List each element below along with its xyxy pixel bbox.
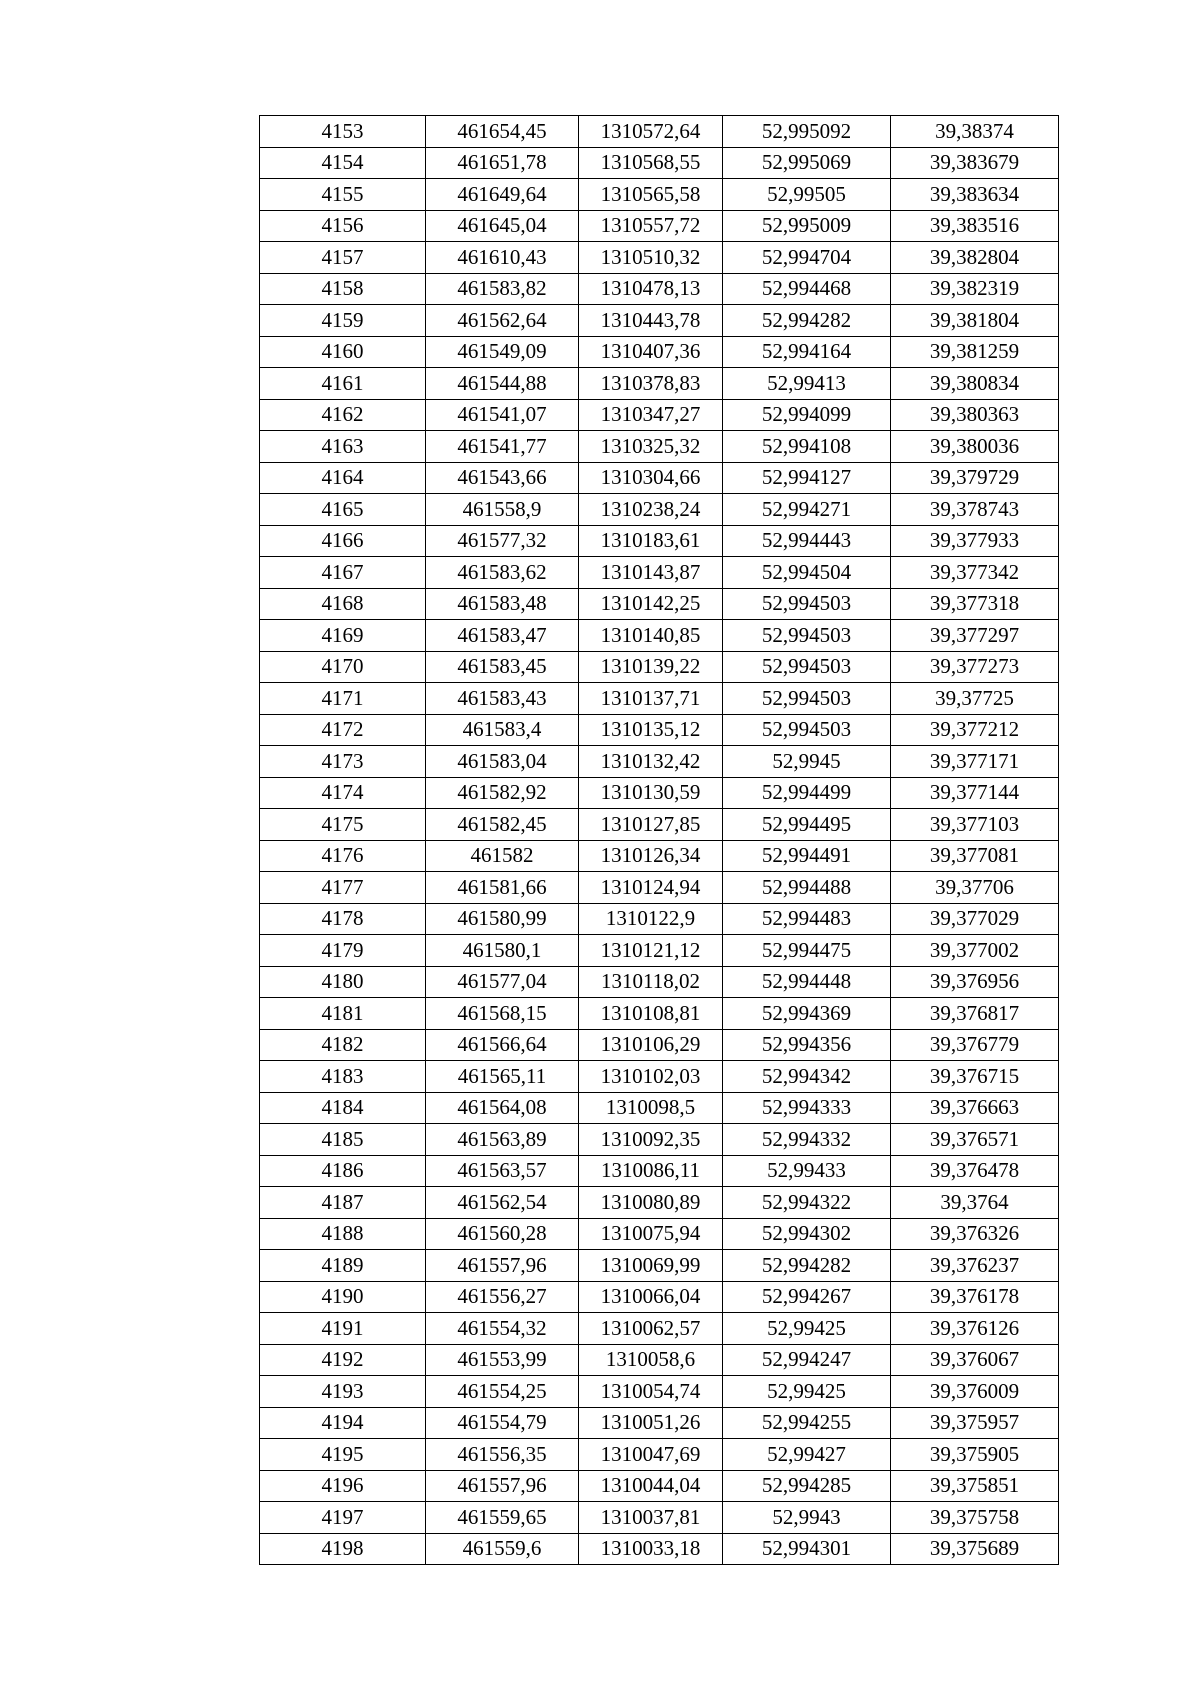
table-row	[260, 1218, 1059, 1250]
longitude-cell: 39,376178	[891, 1281, 1059, 1313]
latitude-cell: 52,99425	[723, 1313, 891, 1345]
y-coordinate-cell: 1310066,04	[579, 1281, 723, 1313]
x-coordinate-cell: 461583,43	[426, 683, 579, 715]
coordinates-table-body	[260, 116, 1059, 1565]
point-number-cell: 4175	[260, 809, 426, 841]
point-number-cell: 4171	[260, 683, 426, 715]
longitude-cell: 39,376571	[891, 1124, 1059, 1156]
point-number-cell: 4157	[260, 242, 426, 274]
table-row	[260, 1502, 1059, 1534]
latitude-cell: 52,99505	[723, 179, 891, 211]
longitude-cell: 39,376478	[891, 1155, 1059, 1187]
table-row	[260, 1376, 1059, 1408]
x-coordinate-cell: 461582	[426, 840, 579, 872]
y-coordinate-cell: 1310568,55	[579, 147, 723, 179]
longitude-cell: 39,383516	[891, 210, 1059, 242]
table-row	[260, 651, 1059, 683]
point-number-cell: 4181	[260, 998, 426, 1030]
latitude-cell: 52,994333	[723, 1092, 891, 1124]
x-coordinate-cell: 461554,79	[426, 1407, 579, 1439]
point-number-cell: 4197	[260, 1502, 426, 1534]
latitude-cell: 52,994108	[723, 431, 891, 463]
longitude-cell: 39,375689	[891, 1533, 1059, 1565]
y-coordinate-cell: 1310325,32	[579, 431, 723, 463]
latitude-cell: 52,994499	[723, 777, 891, 809]
longitude-cell: 39,375851	[891, 1470, 1059, 1502]
longitude-cell: 39,376237	[891, 1250, 1059, 1282]
longitude-cell: 39,383634	[891, 179, 1059, 211]
latitude-cell: 52,994503	[723, 683, 891, 715]
table-row	[260, 1344, 1059, 1376]
x-coordinate-cell: 461556,35	[426, 1439, 579, 1471]
x-coordinate-cell: 461553,99	[426, 1344, 579, 1376]
y-coordinate-cell: 1310102,03	[579, 1061, 723, 1093]
y-coordinate-cell: 1310051,26	[579, 1407, 723, 1439]
point-number-cell: 4161	[260, 368, 426, 400]
table-row	[260, 935, 1059, 967]
y-coordinate-cell: 1310086,11	[579, 1155, 723, 1187]
y-coordinate-cell: 1310510,32	[579, 242, 723, 274]
table-row	[260, 1092, 1059, 1124]
table-row	[260, 1187, 1059, 1219]
y-coordinate-cell: 1310565,58	[579, 179, 723, 211]
latitude-cell: 52,99425	[723, 1376, 891, 1408]
longitude-cell: 39,378743	[891, 494, 1059, 526]
table-row	[260, 557, 1059, 589]
longitude-cell: 39,380834	[891, 368, 1059, 400]
y-coordinate-cell: 1310132,42	[579, 746, 723, 778]
latitude-cell: 52,994332	[723, 1124, 891, 1156]
point-number-cell: 4176	[260, 840, 426, 872]
longitude-cell: 39,377029	[891, 903, 1059, 935]
longitude-cell: 39,377144	[891, 777, 1059, 809]
table-row	[260, 588, 1059, 620]
table-row	[260, 1250, 1059, 1282]
longitude-cell: 39,381804	[891, 305, 1059, 337]
x-coordinate-cell: 461543,66	[426, 462, 579, 494]
y-coordinate-cell: 1310139,22	[579, 651, 723, 683]
x-coordinate-cell: 461580,1	[426, 935, 579, 967]
longitude-cell: 39,376009	[891, 1376, 1059, 1408]
x-coordinate-cell: 461645,04	[426, 210, 579, 242]
latitude-cell: 52,99413	[723, 368, 891, 400]
y-coordinate-cell: 1310140,85	[579, 620, 723, 652]
x-coordinate-cell: 461557,96	[426, 1250, 579, 1282]
x-coordinate-cell: 461568,15	[426, 998, 579, 1030]
x-coordinate-cell: 461565,11	[426, 1061, 579, 1093]
table-row	[260, 777, 1059, 809]
y-coordinate-cell: 1310183,61	[579, 525, 723, 557]
latitude-cell: 52,994247	[723, 1344, 891, 1376]
point-number-cell: 4194	[260, 1407, 426, 1439]
table-row	[260, 1313, 1059, 1345]
y-coordinate-cell: 1310443,78	[579, 305, 723, 337]
point-number-cell: 4187	[260, 1187, 426, 1219]
x-coordinate-cell: 461654,45	[426, 116, 579, 148]
longitude-cell: 39,377002	[891, 935, 1059, 967]
point-number-cell: 4158	[260, 273, 426, 305]
y-coordinate-cell: 1310378,83	[579, 368, 723, 400]
latitude-cell: 52,994282	[723, 305, 891, 337]
point-number-cell: 4167	[260, 557, 426, 589]
latitude-cell: 52,994488	[723, 872, 891, 904]
table-row	[260, 1029, 1059, 1061]
x-coordinate-cell: 461562,64	[426, 305, 579, 337]
longitude-cell: 39,375758	[891, 1502, 1059, 1534]
longitude-cell: 39,376956	[891, 966, 1059, 998]
y-coordinate-cell: 1310572,64	[579, 116, 723, 148]
latitude-cell: 52,994342	[723, 1061, 891, 1093]
point-number-cell: 4184	[260, 1092, 426, 1124]
x-coordinate-cell: 461583,47	[426, 620, 579, 652]
y-coordinate-cell: 1310557,72	[579, 210, 723, 242]
table-row	[260, 305, 1059, 337]
point-number-cell: 4164	[260, 462, 426, 494]
latitude-cell: 52,994475	[723, 935, 891, 967]
x-coordinate-cell: 461541,07	[426, 399, 579, 431]
point-number-cell: 4179	[260, 935, 426, 967]
point-number-cell: 4177	[260, 872, 426, 904]
point-number-cell: 4168	[260, 588, 426, 620]
point-number-cell: 4178	[260, 903, 426, 935]
table-row	[260, 431, 1059, 463]
point-number-cell: 4180	[260, 966, 426, 998]
table-row	[260, 1533, 1059, 1565]
x-coordinate-cell: 461559,6	[426, 1533, 579, 1565]
latitude-cell: 52,994099	[723, 399, 891, 431]
table-row	[260, 399, 1059, 431]
longitude-cell: 39,382319	[891, 273, 1059, 305]
point-number-cell: 4188	[260, 1218, 426, 1250]
x-coordinate-cell: 461554,32	[426, 1313, 579, 1345]
table-row	[260, 683, 1059, 715]
longitude-cell: 39,376715	[891, 1061, 1059, 1093]
longitude-cell: 39,377103	[891, 809, 1059, 841]
y-coordinate-cell: 1310106,29	[579, 1029, 723, 1061]
latitude-cell: 52,9945	[723, 746, 891, 778]
x-coordinate-cell: 461541,77	[426, 431, 579, 463]
longitude-cell: 39,376126	[891, 1313, 1059, 1345]
x-coordinate-cell: 461583,45	[426, 651, 579, 683]
y-coordinate-cell: 1310075,94	[579, 1218, 723, 1250]
longitude-cell: 39,377081	[891, 840, 1059, 872]
y-coordinate-cell: 1310143,87	[579, 557, 723, 589]
y-coordinate-cell: 1310080,89	[579, 1187, 723, 1219]
latitude-cell: 52,994267	[723, 1281, 891, 1313]
y-coordinate-cell: 1310047,69	[579, 1439, 723, 1471]
latitude-cell: 52,994356	[723, 1029, 891, 1061]
y-coordinate-cell: 1310037,81	[579, 1502, 723, 1534]
table-row	[260, 714, 1059, 746]
longitude-cell: 39,377273	[891, 651, 1059, 683]
latitude-cell: 52,994443	[723, 525, 891, 557]
table-row	[260, 1470, 1059, 1502]
longitude-cell: 39,377212	[891, 714, 1059, 746]
x-coordinate-cell: 461651,78	[426, 147, 579, 179]
longitude-cell: 39,375905	[891, 1439, 1059, 1471]
point-number-cell: 4173	[260, 746, 426, 778]
x-coordinate-cell: 461583,04	[426, 746, 579, 778]
x-coordinate-cell: 461544,88	[426, 368, 579, 400]
x-coordinate-cell: 461582,92	[426, 777, 579, 809]
x-coordinate-cell: 461557,96	[426, 1470, 579, 1502]
table-row	[260, 1281, 1059, 1313]
longitude-cell: 39,381259	[891, 336, 1059, 368]
longitude-cell: 39,380363	[891, 399, 1059, 431]
latitude-cell: 52,994271	[723, 494, 891, 526]
x-coordinate-cell: 461610,43	[426, 242, 579, 274]
x-coordinate-cell: 461566,64	[426, 1029, 579, 1061]
point-number-cell: 4192	[260, 1344, 426, 1376]
y-coordinate-cell: 1310062,57	[579, 1313, 723, 1345]
longitude-cell: 39,377933	[891, 525, 1059, 557]
x-coordinate-cell: 461563,57	[426, 1155, 579, 1187]
point-number-cell: 4186	[260, 1155, 426, 1187]
x-coordinate-cell: 461549,09	[426, 336, 579, 368]
table-row	[260, 116, 1059, 148]
y-coordinate-cell: 1310118,02	[579, 966, 723, 998]
x-coordinate-cell: 461577,32	[426, 525, 579, 557]
table-row	[260, 525, 1059, 557]
latitude-cell: 52,994448	[723, 966, 891, 998]
x-coordinate-cell: 461583,48	[426, 588, 579, 620]
longitude-cell: 39,377297	[891, 620, 1059, 652]
x-coordinate-cell: 461583,82	[426, 273, 579, 305]
point-number-cell: 4182	[260, 1029, 426, 1061]
longitude-cell: 39,376779	[891, 1029, 1059, 1061]
x-coordinate-cell: 461649,64	[426, 179, 579, 211]
longitude-cell: 39,382804	[891, 242, 1059, 274]
point-number-cell: 4174	[260, 777, 426, 809]
table-row	[260, 620, 1059, 652]
table-row	[260, 840, 1059, 872]
longitude-cell: 39,376817	[891, 998, 1059, 1030]
latitude-cell: 52,994495	[723, 809, 891, 841]
point-number-cell: 4155	[260, 179, 426, 211]
y-coordinate-cell: 1310058,6	[579, 1344, 723, 1376]
point-number-cell: 4170	[260, 651, 426, 683]
latitude-cell: 52,994164	[723, 336, 891, 368]
point-number-cell: 4185	[260, 1124, 426, 1156]
longitude-cell: 39,380036	[891, 431, 1059, 463]
longitude-cell: 39,383679	[891, 147, 1059, 179]
point-number-cell: 4166	[260, 525, 426, 557]
latitude-cell: 52,994483	[723, 903, 891, 935]
y-coordinate-cell: 1310044,04	[579, 1470, 723, 1502]
longitude-cell: 39,377342	[891, 557, 1059, 589]
latitude-cell: 52,994503	[723, 588, 891, 620]
latitude-cell: 52,995069	[723, 147, 891, 179]
x-coordinate-cell: 461563,89	[426, 1124, 579, 1156]
y-coordinate-cell: 1310069,99	[579, 1250, 723, 1282]
y-coordinate-cell: 1310033,18	[579, 1533, 723, 1565]
x-coordinate-cell: 461580,99	[426, 903, 579, 935]
point-number-cell: 4159	[260, 305, 426, 337]
latitude-cell: 52,99433	[723, 1155, 891, 1187]
table-row	[260, 210, 1059, 242]
latitude-cell: 52,994503	[723, 620, 891, 652]
latitude-cell: 52,994322	[723, 1187, 891, 1219]
latitude-cell: 52,994504	[723, 557, 891, 589]
table-row	[260, 179, 1059, 211]
coordinates-table	[259, 115, 1059, 1565]
latitude-cell: 52,994468	[723, 273, 891, 305]
x-coordinate-cell: 461564,08	[426, 1092, 579, 1124]
table-row	[260, 336, 1059, 368]
x-coordinate-cell: 461577,04	[426, 966, 579, 998]
longitude-cell: 39,38374	[891, 116, 1059, 148]
longitude-cell: 39,377318	[891, 588, 1059, 620]
longitude-cell: 39,376067	[891, 1344, 1059, 1376]
table-row	[260, 242, 1059, 274]
table-row	[260, 998, 1059, 1030]
point-number-cell: 4163	[260, 431, 426, 463]
point-number-cell: 4162	[260, 399, 426, 431]
y-coordinate-cell: 1310135,12	[579, 714, 723, 746]
latitude-cell: 52,994491	[723, 840, 891, 872]
y-coordinate-cell: 1310126,34	[579, 840, 723, 872]
y-coordinate-cell: 1310098,5	[579, 1092, 723, 1124]
point-number-cell: 4191	[260, 1313, 426, 1345]
table-row	[260, 872, 1059, 904]
x-coordinate-cell: 461558,9	[426, 494, 579, 526]
latitude-cell: 52,994369	[723, 998, 891, 1030]
latitude-cell: 52,995009	[723, 210, 891, 242]
longitude-cell: 39,376326	[891, 1218, 1059, 1250]
y-coordinate-cell: 1310142,25	[579, 588, 723, 620]
table-row	[260, 1439, 1059, 1471]
longitude-cell: 39,376663	[891, 1092, 1059, 1124]
latitude-cell: 52,994503	[723, 651, 891, 683]
x-coordinate-cell: 461560,28	[426, 1218, 579, 1250]
x-coordinate-cell: 461559,65	[426, 1502, 579, 1534]
y-coordinate-cell: 1310478,13	[579, 273, 723, 305]
table-row	[260, 1061, 1059, 1093]
latitude-cell: 52,995092	[723, 116, 891, 148]
x-coordinate-cell: 461554,25	[426, 1376, 579, 1408]
y-coordinate-cell: 1310304,66	[579, 462, 723, 494]
longitude-cell: 39,379729	[891, 462, 1059, 494]
latitude-cell: 52,99427	[723, 1439, 891, 1471]
longitude-cell: 39,37725	[891, 683, 1059, 715]
y-coordinate-cell: 1310347,27	[579, 399, 723, 431]
point-number-cell: 4154	[260, 147, 426, 179]
latitude-cell: 52,994285	[723, 1470, 891, 1502]
longitude-cell: 39,3764	[891, 1187, 1059, 1219]
y-coordinate-cell: 1310108,81	[579, 998, 723, 1030]
x-coordinate-cell: 461583,4	[426, 714, 579, 746]
table-row	[260, 746, 1059, 778]
latitude-cell: 52,994127	[723, 462, 891, 494]
x-coordinate-cell: 461556,27	[426, 1281, 579, 1313]
y-coordinate-cell: 1310122,9	[579, 903, 723, 935]
point-number-cell: 4156	[260, 210, 426, 242]
y-coordinate-cell: 1310130,59	[579, 777, 723, 809]
table-row	[260, 494, 1059, 526]
latitude-cell: 52,9943	[723, 1502, 891, 1534]
latitude-cell: 52,994282	[723, 1250, 891, 1282]
point-number-cell: 4193	[260, 1376, 426, 1408]
longitude-cell: 39,375957	[891, 1407, 1059, 1439]
point-number-cell: 4183	[260, 1061, 426, 1093]
table-row	[260, 1124, 1059, 1156]
y-coordinate-cell: 1310121,12	[579, 935, 723, 967]
point-number-cell: 4196	[260, 1470, 426, 1502]
point-number-cell: 4172	[260, 714, 426, 746]
point-number-cell: 4189	[260, 1250, 426, 1282]
x-coordinate-cell: 461582,45	[426, 809, 579, 841]
point-number-cell: 4198	[260, 1533, 426, 1565]
table-row	[260, 809, 1059, 841]
x-coordinate-cell: 461581,66	[426, 872, 579, 904]
y-coordinate-cell: 1310238,24	[579, 494, 723, 526]
y-coordinate-cell: 1310092,35	[579, 1124, 723, 1156]
x-coordinate-cell: 461562,54	[426, 1187, 579, 1219]
table-row	[260, 966, 1059, 998]
point-number-cell: 4160	[260, 336, 426, 368]
table-row	[260, 1155, 1059, 1187]
point-number-cell: 4195	[260, 1439, 426, 1471]
latitude-cell: 52,994301	[723, 1533, 891, 1565]
y-coordinate-cell: 1310407,36	[579, 336, 723, 368]
point-number-cell: 4169	[260, 620, 426, 652]
latitude-cell: 52,994503	[723, 714, 891, 746]
y-coordinate-cell: 1310124,94	[579, 872, 723, 904]
longitude-cell: 39,37706	[891, 872, 1059, 904]
longitude-cell: 39,377171	[891, 746, 1059, 778]
y-coordinate-cell: 1310127,85	[579, 809, 723, 841]
table-row	[260, 147, 1059, 179]
x-coordinate-cell: 461583,62	[426, 557, 579, 589]
point-number-cell: 4153	[260, 116, 426, 148]
latitude-cell: 52,994302	[723, 1218, 891, 1250]
y-coordinate-cell: 1310137,71	[579, 683, 723, 715]
table-row	[260, 462, 1059, 494]
latitude-cell: 52,994255	[723, 1407, 891, 1439]
point-number-cell: 4165	[260, 494, 426, 526]
table-row	[260, 273, 1059, 305]
table-row	[260, 1407, 1059, 1439]
table-row	[260, 903, 1059, 935]
point-number-cell: 4190	[260, 1281, 426, 1313]
table-row	[260, 368, 1059, 400]
latitude-cell: 52,994704	[723, 242, 891, 274]
y-coordinate-cell: 1310054,74	[579, 1376, 723, 1408]
